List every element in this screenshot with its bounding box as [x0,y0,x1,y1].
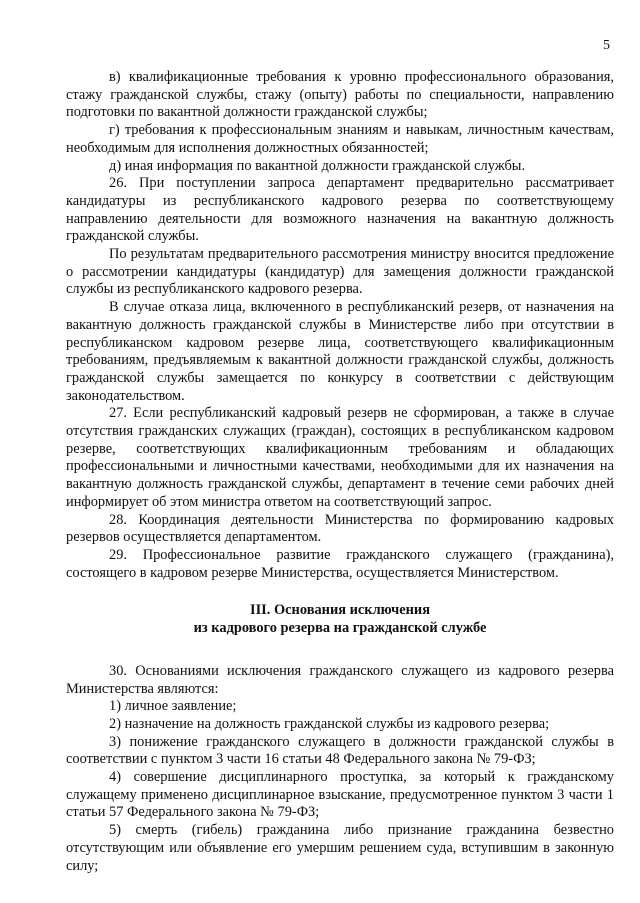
page-number: 5 [603,38,610,53]
list-item: 3) понижение гражданского служащего в должности гражданской службы в соответствии с пунктом 3 части 16 статьи 48 Федерального закона № 79-ФЗ; [66,733,614,768]
paragraph: В случае отказа лица, включенного в республиканский резерв, от назначения на вакантную должность гражданской службы в Министерстве либо при отсутствии в республиканском кадровом резерве лица, соответствующего квалификационным требованиям, предъявляемым к вакантной должности гражданской службы, должность гражданской службы замещается по конкурсу в соответствии с действующим законодательством. [66,299,614,404]
list-item: 1) личное заявление; [109,698,237,715]
paragraph: 28. Координация деятельности Министерства по формированию кадровых резервов осуществляется департаментом. [66,511,614,546]
paragraph: По результатам предварительного рассмотрения министру вносится предложение о рассмотрении кандидатуры (кандидатур) для замещения должности гражданской службы из республиканского кадрового резерва. [66,246,614,298]
paragraph: в) квалификационные требования к уровню профессионального образования, стажу гражданской службы, стажу (опыту) работы по специальности, направлению подготовки по вакантной должности гражданской службы; [66,69,614,121]
paragraph: г) требования к профессиональным знаниям и навыкам, личностным качествам, необходимым для исполнения должностных обязанностей; [66,122,614,156]
list-item: 5) смерть (гибель) гражданина либо признание гражданина безвестно отсутствующим или объявление его умершим решением суда, вступившим в законную силу; [66,822,614,874]
paragraph: 30. Основаниями исключения гражданского служащего из кадрового резерва Министерства являются: [66,662,614,697]
section-heading [66,602,614,637]
paragraph: 29. Профессиональное развитие гражданского служащего (гражданина), состоящего в кадровом резерве Министерства, осуществляется Министерством. [66,546,614,581]
paragraph: 27. Если республиканский кадровый резерв не сформирован, а также в случае отсутствия гражданских служащих (граждан), состоящих в республиканском кадровом резерве, соответствующих квалификационным требованиям и обладающих профессиональными и личностными качествами, необходимыми для их назначения на вакантную должность гражданской службы, департамент в течение семи рабочих дней информирует об этом министра ответом на соответствующий запрос. [66,405,614,510]
paragraph: д) иная информация по вакантной должности гражданской службы. [109,157,526,174]
list-item: 2) назначение на должность гражданской службы из кадрового резерва; [109,715,550,732]
section-heading-line: из кадрового резерва на гражданской службе [193,620,487,637]
list-item: 4) совершение дисциплинарного проступка, за который к гражданскому служащему применено дисциплинарное взыскание, предусмотренное пунктом 3 части 1 статьи 57 Федерального закона № 79-ФЗ; [66,769,614,821]
paragraph: 26. При поступлении запроса департамент предварительно рассматривает кандидатуры из республиканского кадрового резерва по соответствующему направлению деятельности для возможного назначения на вакантную должность гражданской службы. [66,175,614,245]
section-heading-line: III. Основания исключения [249,602,430,619]
document-body [66,69,614,875]
